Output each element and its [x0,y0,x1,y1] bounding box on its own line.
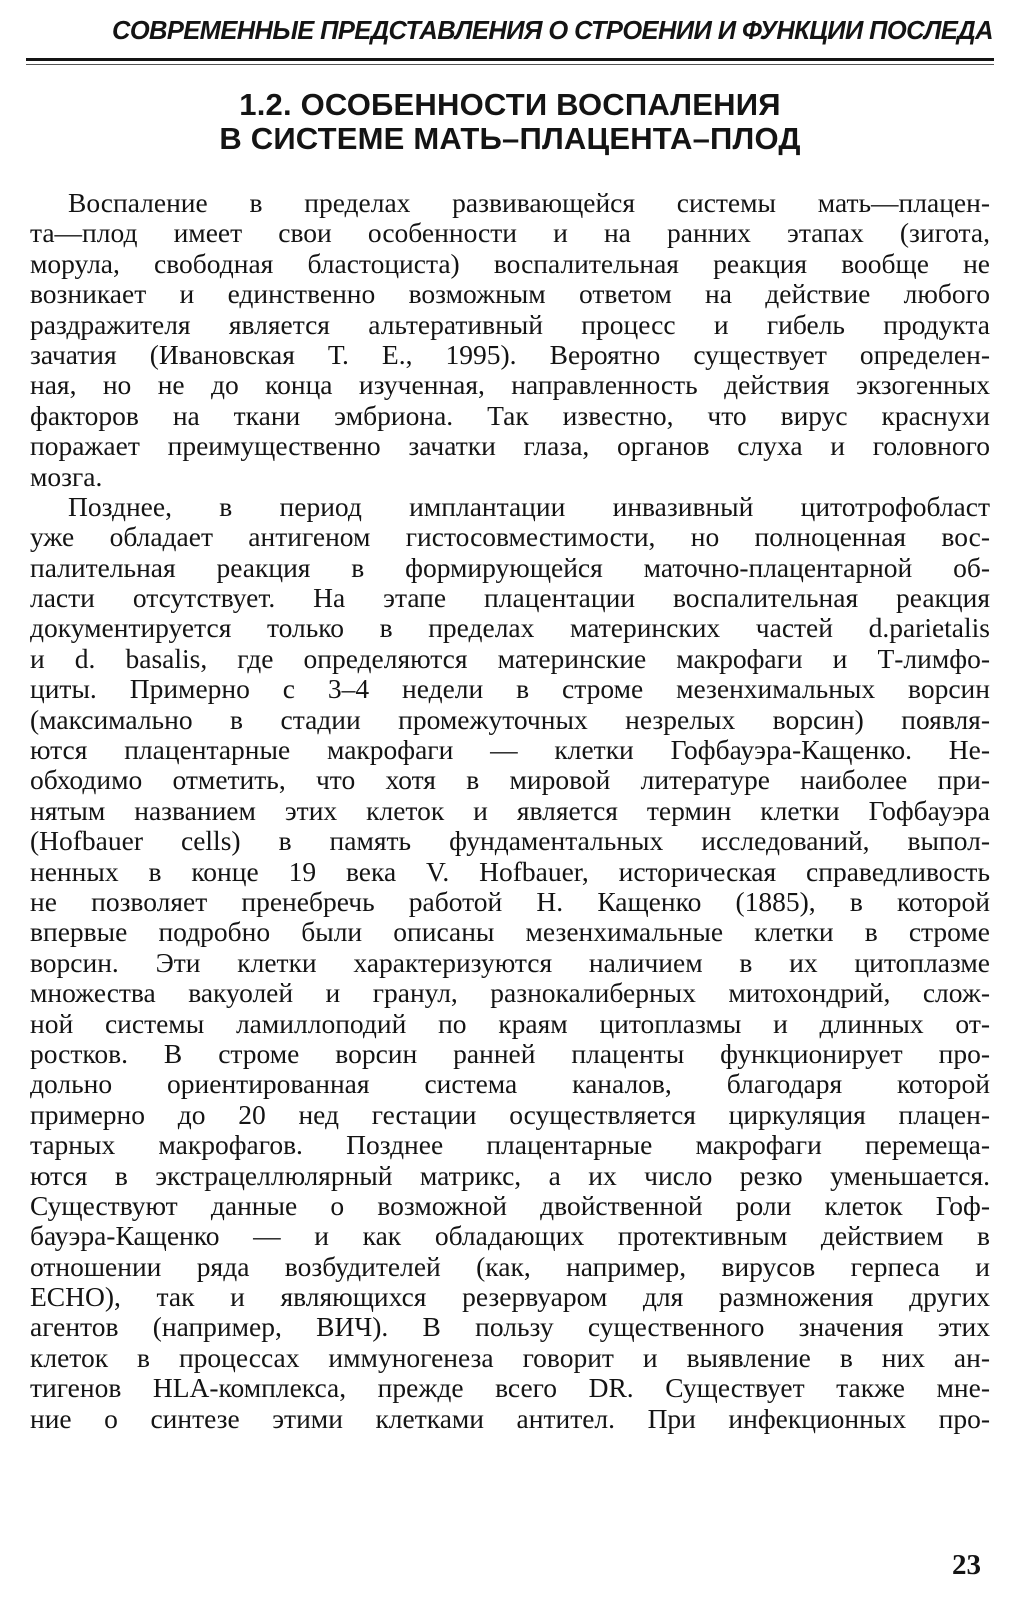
text-line: мозга. [30,460,103,492]
text-line: Воспаление в пределах развивающейся системы мать—плацен- [68,187,990,218]
text-line: ние о синтезе этими клетками антител. При инфекционных про- [30,1402,990,1434]
section-heading-line-2: В СИСТЕМЕ МАТЬ–ПЛАЦЕНТА–ПЛОД [219,121,801,156]
text-line: морула, свободная бластоциста) воспалительная реакция вообще не [30,247,990,279]
text-line: тарных макрофагов. Позднее плацентарные макрофаги перемеща- [30,1129,990,1161]
section-heading-line-1: 1.2. ОСОБЕННОСТИ ВОСПАЛЕНИЯ [239,87,781,122]
text-line: (максимально в стадии промежуточных незрелых ворсин) появля- [30,703,990,735]
text-line: ной системы ламиллоподий по краям цитоплазмы и длинных от- [30,1007,990,1039]
text-line: впервые подробно были описаны мезенхимальные клетки в строме [30,916,990,948]
text-line: бауэра-Кащенко — и как обладающих протективным действием в [30,1220,990,1252]
text-line: палительная реакция в формирующейся маточно-плацентарной об- [30,551,990,583]
text-line: дольно ориентированная система каналов, благодаря которой [30,1068,990,1100]
text-line: факторов на ткани эмбриона. Так известно, что вирус краснухи [30,399,990,431]
text-line: множества вакуолей и гранул, разнокалиберных митохондрий, слож- [30,977,990,1009]
page-number: 23 [952,1549,981,1581]
body-text [30,188,990,1434]
text-line: ная, но не до конца изученная, направленность действия экзогенных [30,369,990,401]
text-line: поражает преимущественно зачатки глаза, органов слуха и головного [30,430,990,462]
section-heading [150,88,870,156]
text-line: тигенов HLA-комплекса, прежде всего DR. Существует также мне- [30,1372,990,1404]
text-line: уже обладает антигеном гистосовместимости, но полноценная вос- [30,521,990,553]
text-line: отношении ряда возбудителей (как, например, вирусов герпеса и [30,1250,990,1282]
text-line: ненных в конце 19 века V. Hofbauer, историческая справедливость [30,855,990,887]
text-line: (Hofbauer cells) в память фундаментальных исследований, выпол- [30,825,990,857]
running-header: СОВРЕМЕННЫЕ ПРЕДСТАВЛЕНИЯ О СТРОЕНИИ И ФУНКЦИИ ПОСЛЕДА [112,17,993,45]
text-line: не позволяет пренебречь работой Н. Кащенко (1885), в которой [30,885,990,917]
text-line: ростков. В строме ворсин ранней плаценты функционирует про- [30,1037,990,1069]
text-line: та—плод имеет свои особенности и на ранних этапах (зигота, [30,217,990,249]
text-line: ются плацентарные макрофаги — клетки Гофбауэра-Кащенко. Не- [30,734,990,766]
text-line: циты. Примерно с 3–4 недели в строме мезенхимальных ворсин [30,673,990,705]
text-line: ются в экстрацеллюлярный матрикс, а их число резко уменьшается. [30,1159,990,1191]
paragraph-2 [30,492,990,1434]
header-rule-thin [26,64,994,65]
text-line: возникает и единственно возможным ответом на действие любого [30,278,990,310]
text-line: ECHO), так и являющихся резервуаром для размножения других [30,1281,990,1313]
text-line: раздражителя является альтеративный процесс и гибель продукта [30,308,990,340]
text-line: Позднее, в период имплантации инвазивный цитотрофобласт [68,490,990,522]
text-line: клеток в процессах иммуногенеза говорит и выявление в них ан- [30,1341,990,1373]
text-line: обходимо отметить, что хотя в мировой литературе наиболее при- [30,764,990,796]
text-line: документируется только в пределах материнских частей d.parietalis [30,612,990,644]
text-line: ворсин. Эти клетки характеризуются наличием в их цитоплазме [30,946,990,978]
text-line: Существуют данные о возможной двойственной роли клеток Гоф- [30,1189,990,1221]
text-line: ласти отсутствует. На этапе плацентации воспалительная реакция [30,582,990,614]
text-line: и d. basalis, где определяются материнские макрофаги и Т-лимфо- [30,642,990,674]
text-line: нятым названием этих клеток и является термин клетки Гофбауэра [30,794,990,826]
header-rule [26,58,994,61]
paragraph-1 [30,188,990,492]
text-line: агентов (например, ВИЧ). В пользу существенного значения этих [30,1311,990,1343]
text-line: зачатия (Ивановская Т. Е., 1995). Вероятно существует определен- [30,338,990,370]
text-line: примерно до 20 нед гестации осуществляется циркуляция плацен- [30,1098,990,1130]
